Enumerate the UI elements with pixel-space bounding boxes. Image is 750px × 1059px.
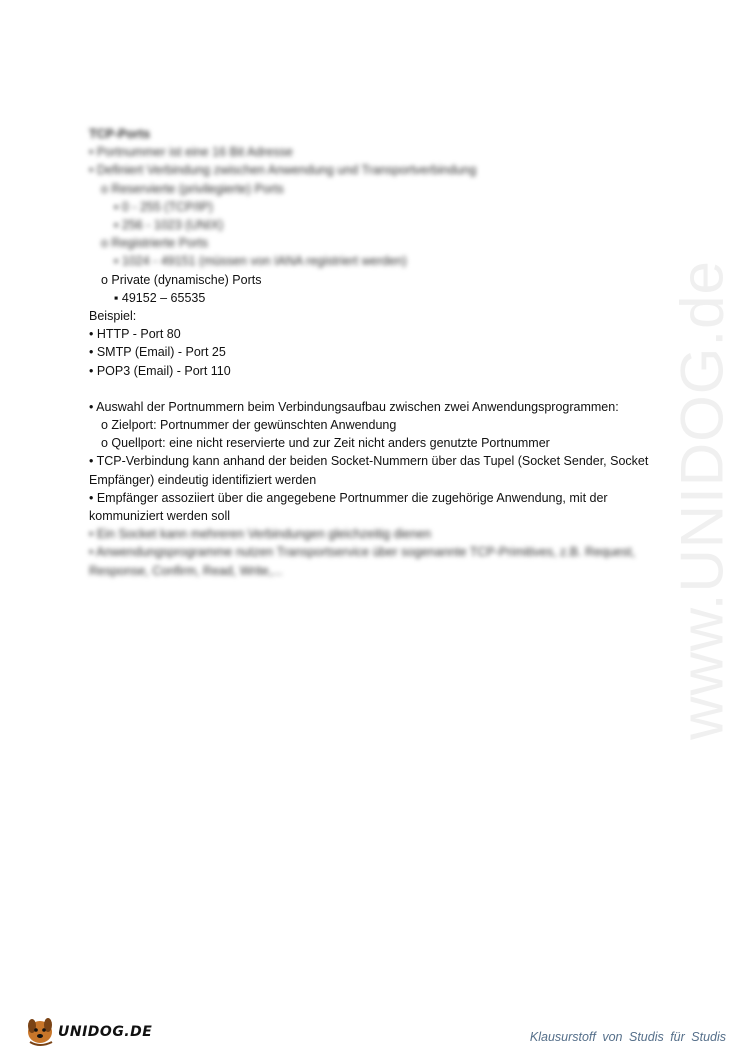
blurred-subsubbullet: ▪ 0 - 255 (TCP/IP) <box>114 199 213 214</box>
bullet-port-selection: • Auswahl der Portnummern beim Verbindungsaufbau zwischen zwei Anwendungsprogrammen: <box>89 399 619 414</box>
example-heading: Beispiel: <box>89 309 137 324</box>
subsub-bullet-port-range: ▪ 49152 – 65535 <box>114 290 206 305</box>
blurred-bullet: • Portnummer ist eine 16 Bit Adresse <box>89 145 293 160</box>
example-smtp: • SMTP (Email) - Port 25 <box>89 345 226 360</box>
sub-bullet-zielport: o Zielport: Portnummer der gewünschten Anwendung <box>101 418 397 433</box>
blurred-subsubbullet: ▪ 256 - 1023 (UNIX) <box>114 218 224 233</box>
sub-bullet-quellport: o Quellport: eine nicht reservierte und zur Zeit nicht anders genutzte Portnummer <box>101 436 550 451</box>
blurred-subbullet: o Reservierte (privilegierte) Ports <box>101 181 284 196</box>
example-pop3: • POP3 (Email) - Port 110 <box>89 363 231 378</box>
footer-logo-text: UNIDOG.DE <box>58 1024 153 1040</box>
footer-tagline: Klausurstoff von Studis für Studis <box>529 1030 726 1044</box>
blurred-bullet: • Anwendungsprogramme nutzen Transportservice über sogenannte TCP-Primitives, z.B. Request, Response, Confirm, Read, Write,... <box>89 545 636 578</box>
blurred-subsubbullet: ▪ 1024 - 49151 (müssen von IANA registriert werden) <box>114 254 407 269</box>
blurred-subbullet: o Registrierte Ports <box>101 236 208 251</box>
example-http: • HTTP - Port 80 <box>89 327 181 342</box>
blurred-bullet: • Ein Socket kann mehreren Verbindungen gleichzeitig dienen <box>89 527 432 542</box>
document-body <box>89 125 659 580</box>
sub-bullet-private-ports: o Private (dynamische) Ports <box>101 272 262 287</box>
blurred-heading: TCP-Ports <box>89 127 151 141</box>
watermark: www.UNIDOG.de <box>668 260 736 740</box>
bullet-tcp-connection: • TCP-Verbindung kann anhand der beiden Socket-Nummern über das Tupel (Socket Sender, Socket Empfänger) eindeutig identifiziert werden <box>89 454 649 487</box>
blurred-bullet: • Definiert Verbindung zwischen Anwendung und Transportverbindung <box>89 163 477 178</box>
bullet-receiver: • Empfänger assoziiert über die angegebene Portnummer die zugehörige Anwendung, mit der kommuniziert werden soll <box>89 490 608 524</box>
